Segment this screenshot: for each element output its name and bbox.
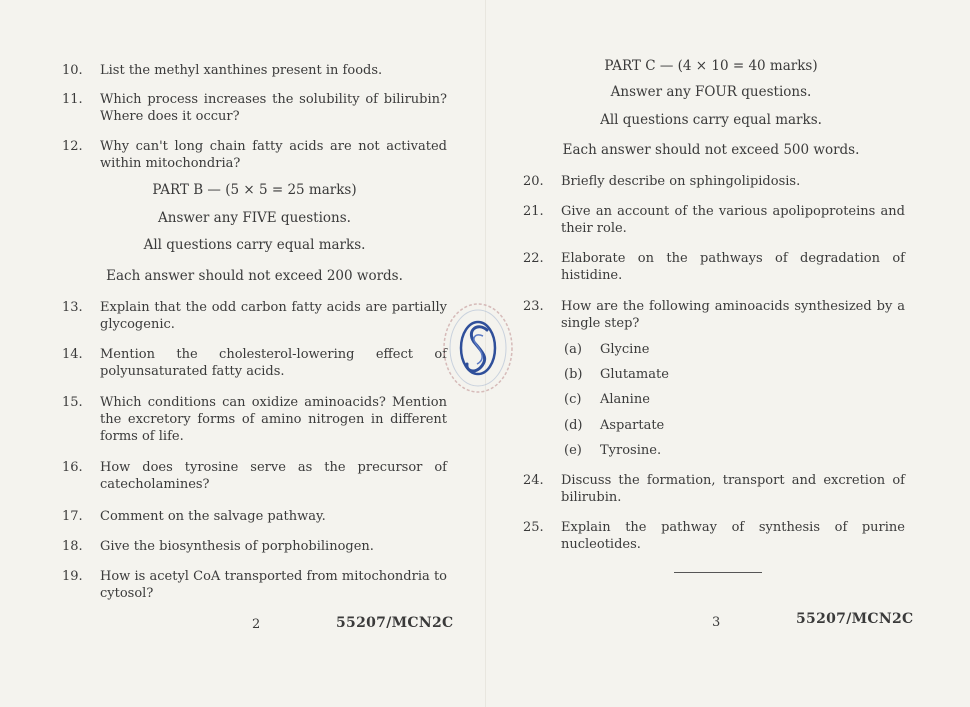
question-text: Explain that the odd carbon fatty acids are partially glycogenic.	[100, 300, 447, 332]
part-c-instruction-1: Answer any FOUR questions.	[610, 84, 812, 100]
option-label: (e)	[564, 443, 582, 458]
question-text: Which conditions can oxidize aminoacids? Mention the excretory forms of amino nitrogen in different forms of life.	[100, 395, 447, 444]
question-14	[62, 346, 447, 380]
part-c-instruction-2: All questions carry equal marks.	[600, 112, 822, 128]
option-d	[564, 418, 664, 433]
paper-code: 55207/MCN2C	[336, 615, 454, 631]
option-label: (b)	[564, 367, 583, 382]
question-number: 18.	[62, 539, 83, 554]
option-e	[564, 443, 661, 458]
question-number: 19.	[62, 569, 83, 584]
question-text: Comment on the salvage pathway.	[100, 509, 326, 524]
question-16	[62, 459, 447, 493]
part-b-instruction-2: All questions carry equal marks.	[143, 237, 366, 253]
question-number: 13.	[62, 300, 83, 315]
question-number: 12.	[62, 139, 83, 154]
question-13	[62, 299, 447, 333]
question-text: List the methyl xanthines present in foods.	[100, 63, 383, 78]
question-text: Which process increases the solubility of bilirubin? Where does it occur?	[100, 92, 447, 124]
question-text: How is acetyl CoA transported from mitochondria to cytosol?	[100, 569, 447, 601]
question-22	[523, 250, 905, 284]
question-number: 22.	[523, 251, 544, 266]
option-text: Alanine	[600, 392, 650, 407]
option-text: Glycine	[600, 342, 650, 357]
question-15	[62, 394, 447, 445]
question-number: 11.	[62, 92, 83, 107]
question-text: Explain the pathway of synthesis of purine nucleotides.	[561, 520, 905, 552]
question-11	[62, 91, 447, 125]
page-number: 2	[252, 617, 261, 632]
question-18	[62, 538, 447, 555]
option-text: Glutamate	[600, 367, 669, 382]
question-10	[62, 62, 447, 79]
question-number: 16.	[62, 460, 83, 475]
question-text: Discuss the formation, transport and excretion of bilirubin.	[561, 473, 905, 505]
question-number: 21.	[523, 204, 544, 219]
part-c-heading: PART C — (4 × 10 = 40 marks)	[604, 58, 818, 74]
part-c-instruction-3: Each answer should not exceed 500 words.	[562, 142, 860, 158]
question-number: 10.	[62, 63, 83, 78]
part-b-heading: PART B — (5 × 5 = 25 marks)	[152, 182, 357, 198]
seal-stamp	[440, 300, 516, 396]
question-text: How does tyrosine serve as the precursor of catecholamines?	[100, 460, 447, 492]
question-number: 15.	[62, 395, 83, 410]
question-number: 23.	[523, 299, 544, 314]
question-text: Give the biosynthesis of porphobilinogen.	[100, 539, 374, 554]
option-text: Aspartate	[600, 418, 665, 433]
question-17	[62, 508, 447, 525]
option-label: (a)	[564, 342, 582, 357]
question-19	[62, 568, 447, 602]
question-text: How are the following aminoacids synthesized by a single step?	[561, 299, 905, 331]
question-20	[523, 173, 905, 190]
question-number: 25.	[523, 520, 544, 535]
option-b	[564, 367, 669, 382]
end-rule	[674, 572, 762, 573]
option-c	[564, 392, 650, 407]
option-a	[564, 342, 649, 357]
part-b-instruction-1: Answer any FIVE questions.	[158, 210, 351, 226]
question-text: Elaborate on the pathways of degradation of histidine.	[561, 251, 905, 283]
page-number: 3	[712, 615, 721, 630]
option-label: (d)	[564, 418, 583, 433]
question-text: Mention the cholesterol-lowering effect of polyunsaturated fatty acids.	[100, 347, 447, 379]
question-12	[62, 138, 447, 172]
question-21	[523, 203, 905, 237]
question-number: 20.	[523, 174, 544, 189]
part-b-instruction-3: Each answer should not exceed 200 words.	[106, 268, 403, 284]
question-number: 24.	[523, 473, 544, 488]
question-number: 17.	[62, 509, 83, 524]
question-text: Give an account of the various apolipoproteins and their role.	[561, 204, 905, 236]
right-page	[485, 0, 970, 707]
question-text: Why can't long chain fatty acids are not activated within mitochondria?	[100, 139, 447, 171]
paper-code: 55207/MCN2C	[796, 611, 914, 627]
question-23	[523, 298, 905, 332]
option-text: Tyrosine.	[600, 443, 662, 458]
question-24	[523, 472, 905, 506]
option-label: (c)	[564, 392, 582, 407]
question-number: 14.	[62, 347, 83, 362]
question-25	[523, 519, 905, 553]
question-text: Briefly describe on sphingolipidosis.	[561, 174, 801, 189]
